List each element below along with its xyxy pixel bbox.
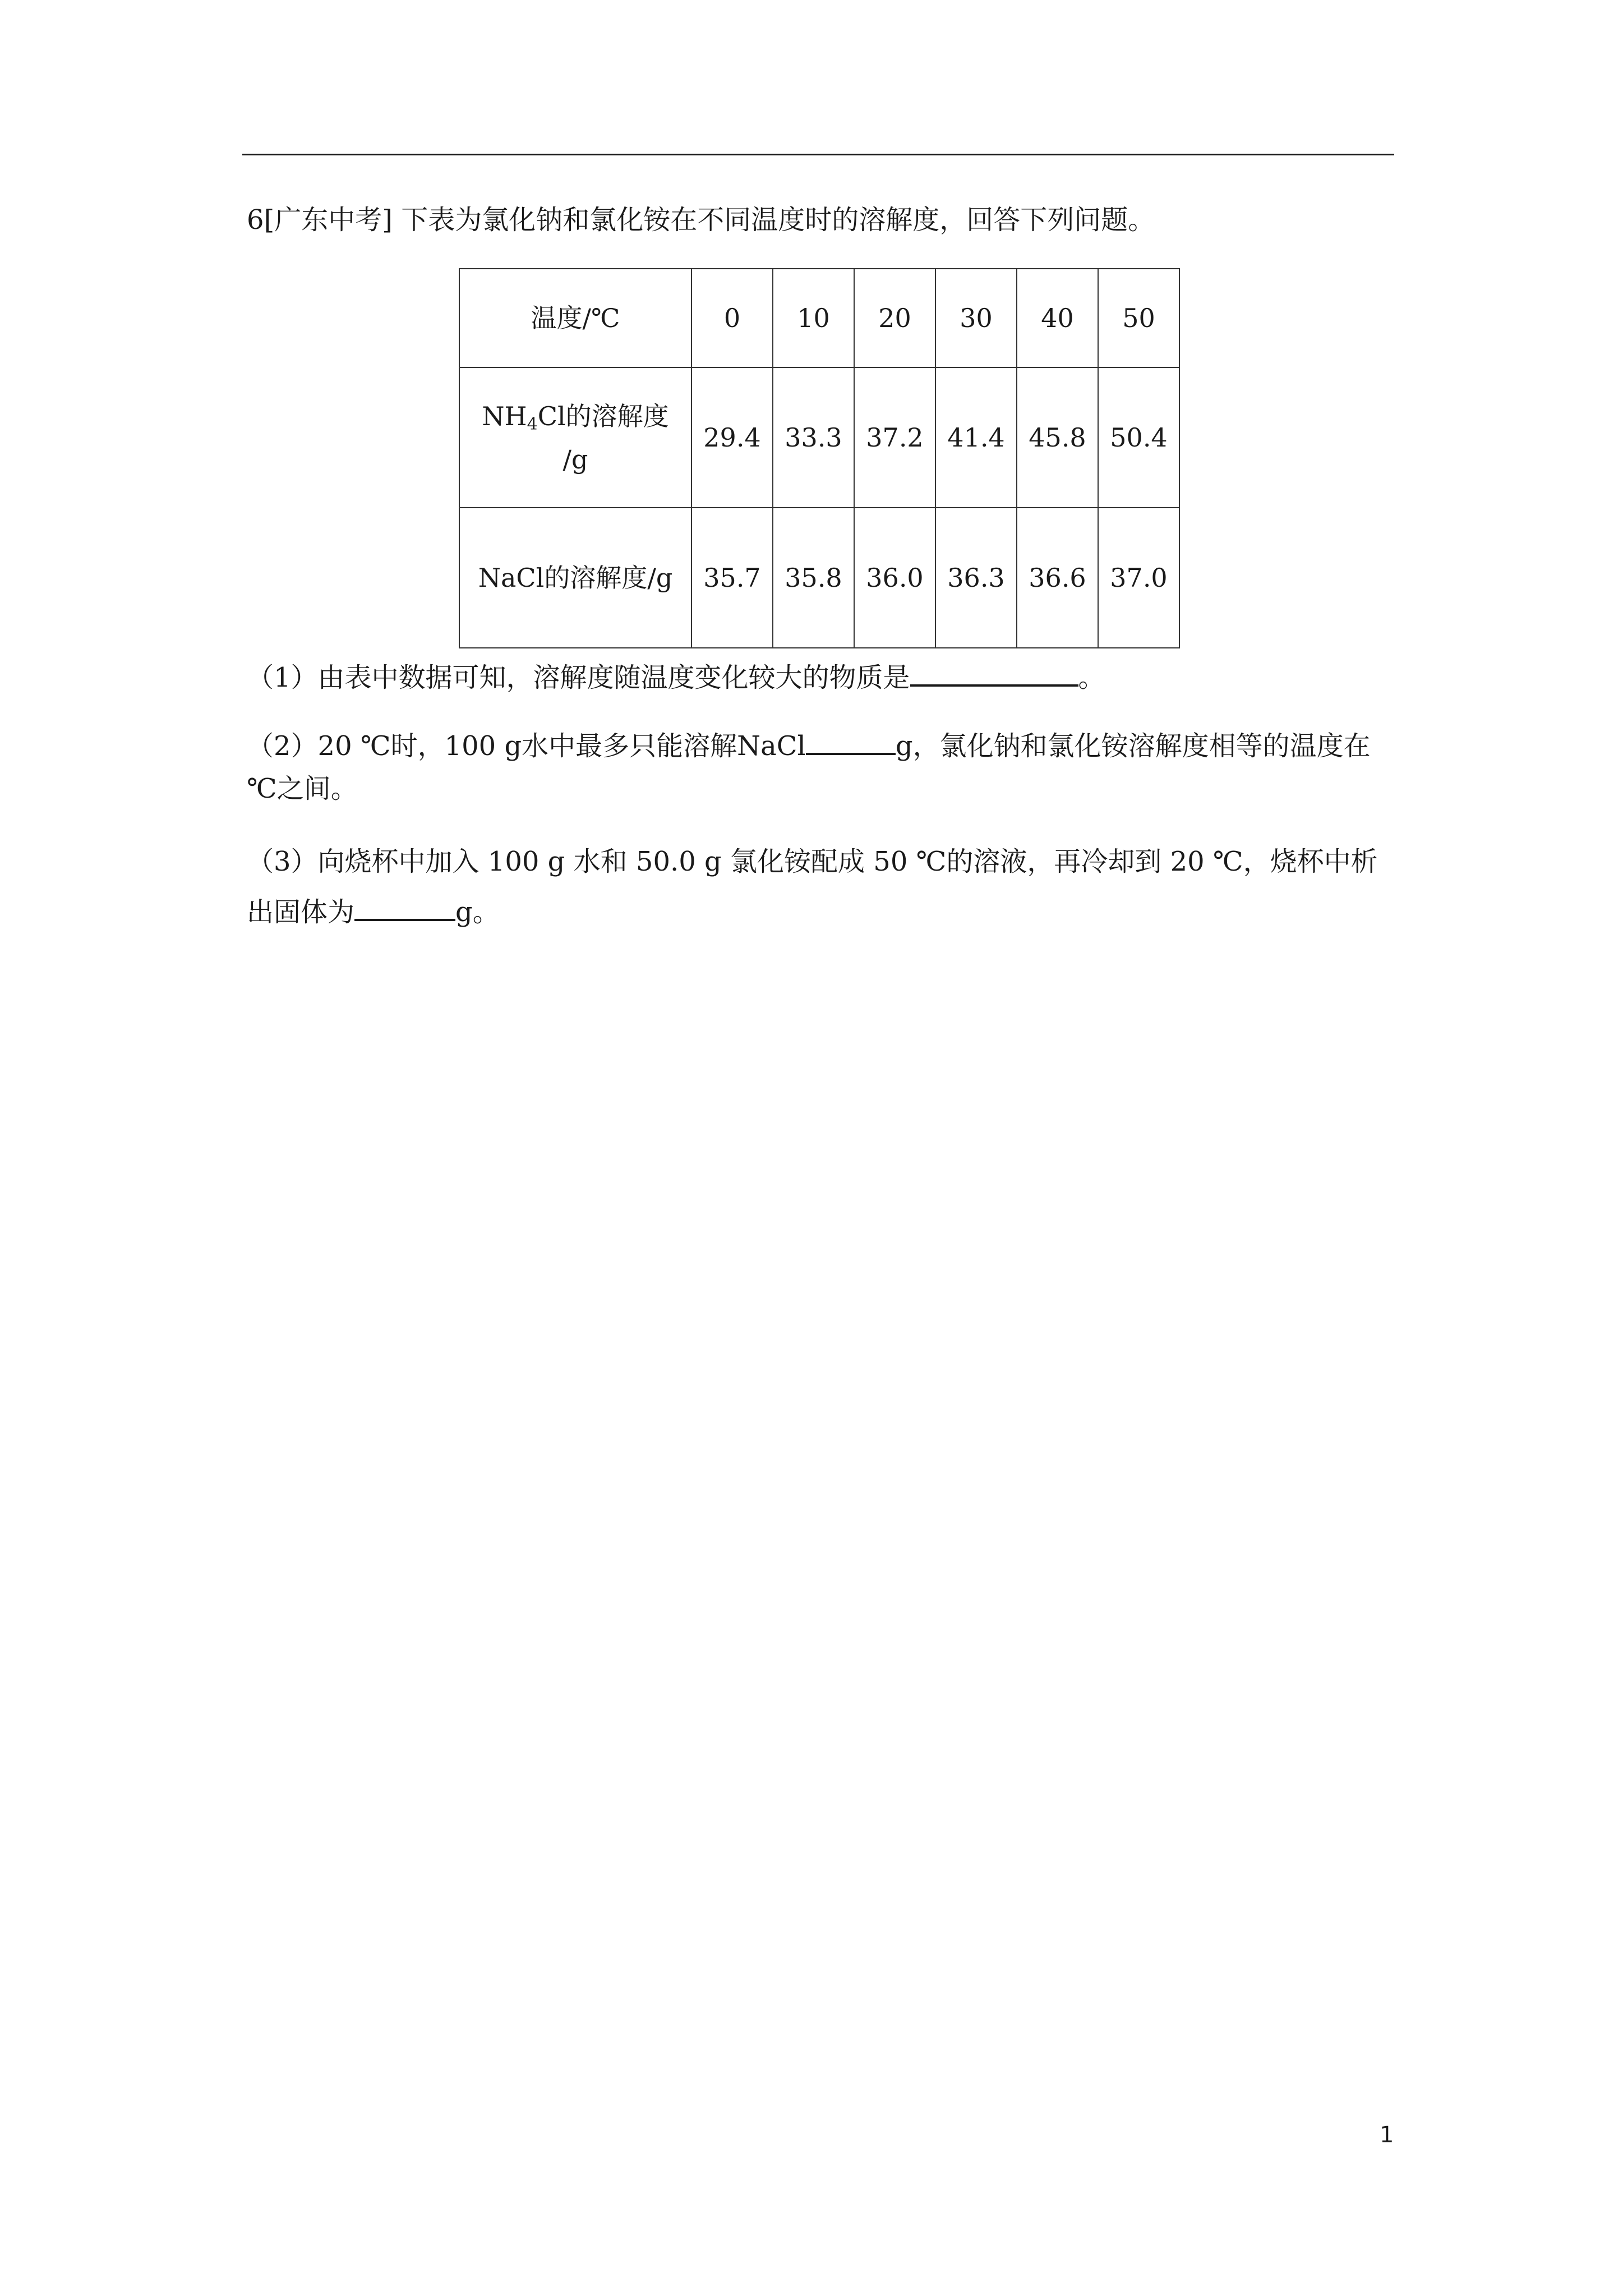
nh4cl-value-cell: 50.4 — [1098, 367, 1179, 508]
temperature-cell: 20 — [854, 269, 935, 367]
subquestion-2-text-a: （2）20 ℃时，100 g水中最多只能溶解NaCl — [247, 730, 806, 762]
nacl-value-cell: 36.3 — [935, 508, 1017, 648]
nh4cl-value-cell: 37.2 — [854, 367, 935, 508]
temperature-cell: 40 — [1017, 269, 1098, 367]
subquestion-2-text-b: g，氯化钠和氯化铵溶解度相等的温度在 — [895, 730, 1371, 762]
subquestion-2 — [247, 724, 1371, 766]
table-row-nacl — [459, 508, 1179, 648]
nh4cl-label-unit: /g — [562, 444, 588, 475]
subquestion-2-text-c: ℃之间。 — [247, 773, 358, 804]
subquestion-1-end: 。 — [1078, 662, 1105, 693]
nacl-value-cell: 35.7 — [691, 508, 773, 648]
subquestion-3-text-b: 出固体为 — [247, 896, 355, 928]
nh4cl-value-cell: 45.8 — [1017, 367, 1098, 508]
nacl-value-cell: 37.0 — [1098, 508, 1179, 648]
nacl-value-cell: 35.8 — [773, 508, 854, 648]
answer-blank-2[interactable] — [806, 724, 896, 755]
page-number: 1 — [1380, 2122, 1394, 2148]
nacl-header-cell: NaCl的溶解度/g — [459, 508, 691, 648]
answer-blank-1[interactable] — [910, 655, 1078, 687]
temperature-cell: 0 — [691, 269, 773, 367]
nacl-value-cell: 36.6 — [1017, 508, 1098, 648]
temperature-header-cell: 温度/℃ — [459, 269, 691, 367]
nh4cl-value-cell: 41.4 — [935, 367, 1017, 508]
nacl-value-cell: 36.0 — [854, 508, 935, 648]
nh4cl-value-cell: 29.4 — [691, 367, 773, 508]
temperature-cell: 50 — [1098, 269, 1179, 367]
subquestion-3-continued — [247, 890, 500, 932]
nh4cl-value-cell: 33.3 — [773, 367, 854, 508]
header-rule — [242, 154, 1394, 155]
subquestion-3 — [247, 841, 1378, 882]
nh4cl-label-suffix: Cl的溶解度 — [537, 401, 669, 431]
nh4cl-label-subscript: 4 — [527, 414, 538, 434]
answer-blank-3[interactable] — [354, 890, 455, 921]
temperature-cell: 10 — [773, 269, 854, 367]
temperature-cell: 30 — [935, 269, 1017, 367]
solubility-table — [459, 268, 1180, 648]
subquestion-3-text-a: （3）向烧杯中加入 100 g 水和 50.0 g 氯化铵配成 50 ℃的溶液，再冷却到 20 ℃，烧杯中析 — [247, 846, 1378, 877]
subquestion-2-continued — [247, 769, 358, 809]
table-row-nh4cl — [459, 367, 1179, 508]
question-title: 6[广东中考] 下表为氯化钠和氯化铵在不同温度时的溶解度，回答下列问题。 — [247, 204, 1155, 236]
subquestion-1 — [247, 655, 1105, 698]
table-row-temperature — [459, 269, 1179, 367]
subquestion-1-text: （1）由表中数据可知，溶解度随温度变化较大的物质是 — [247, 662, 910, 693]
nh4cl-header-cell — [459, 367, 691, 508]
nh4cl-label-prefix: NH — [482, 401, 527, 431]
subquestion-3-end: g。 — [455, 896, 500, 928]
